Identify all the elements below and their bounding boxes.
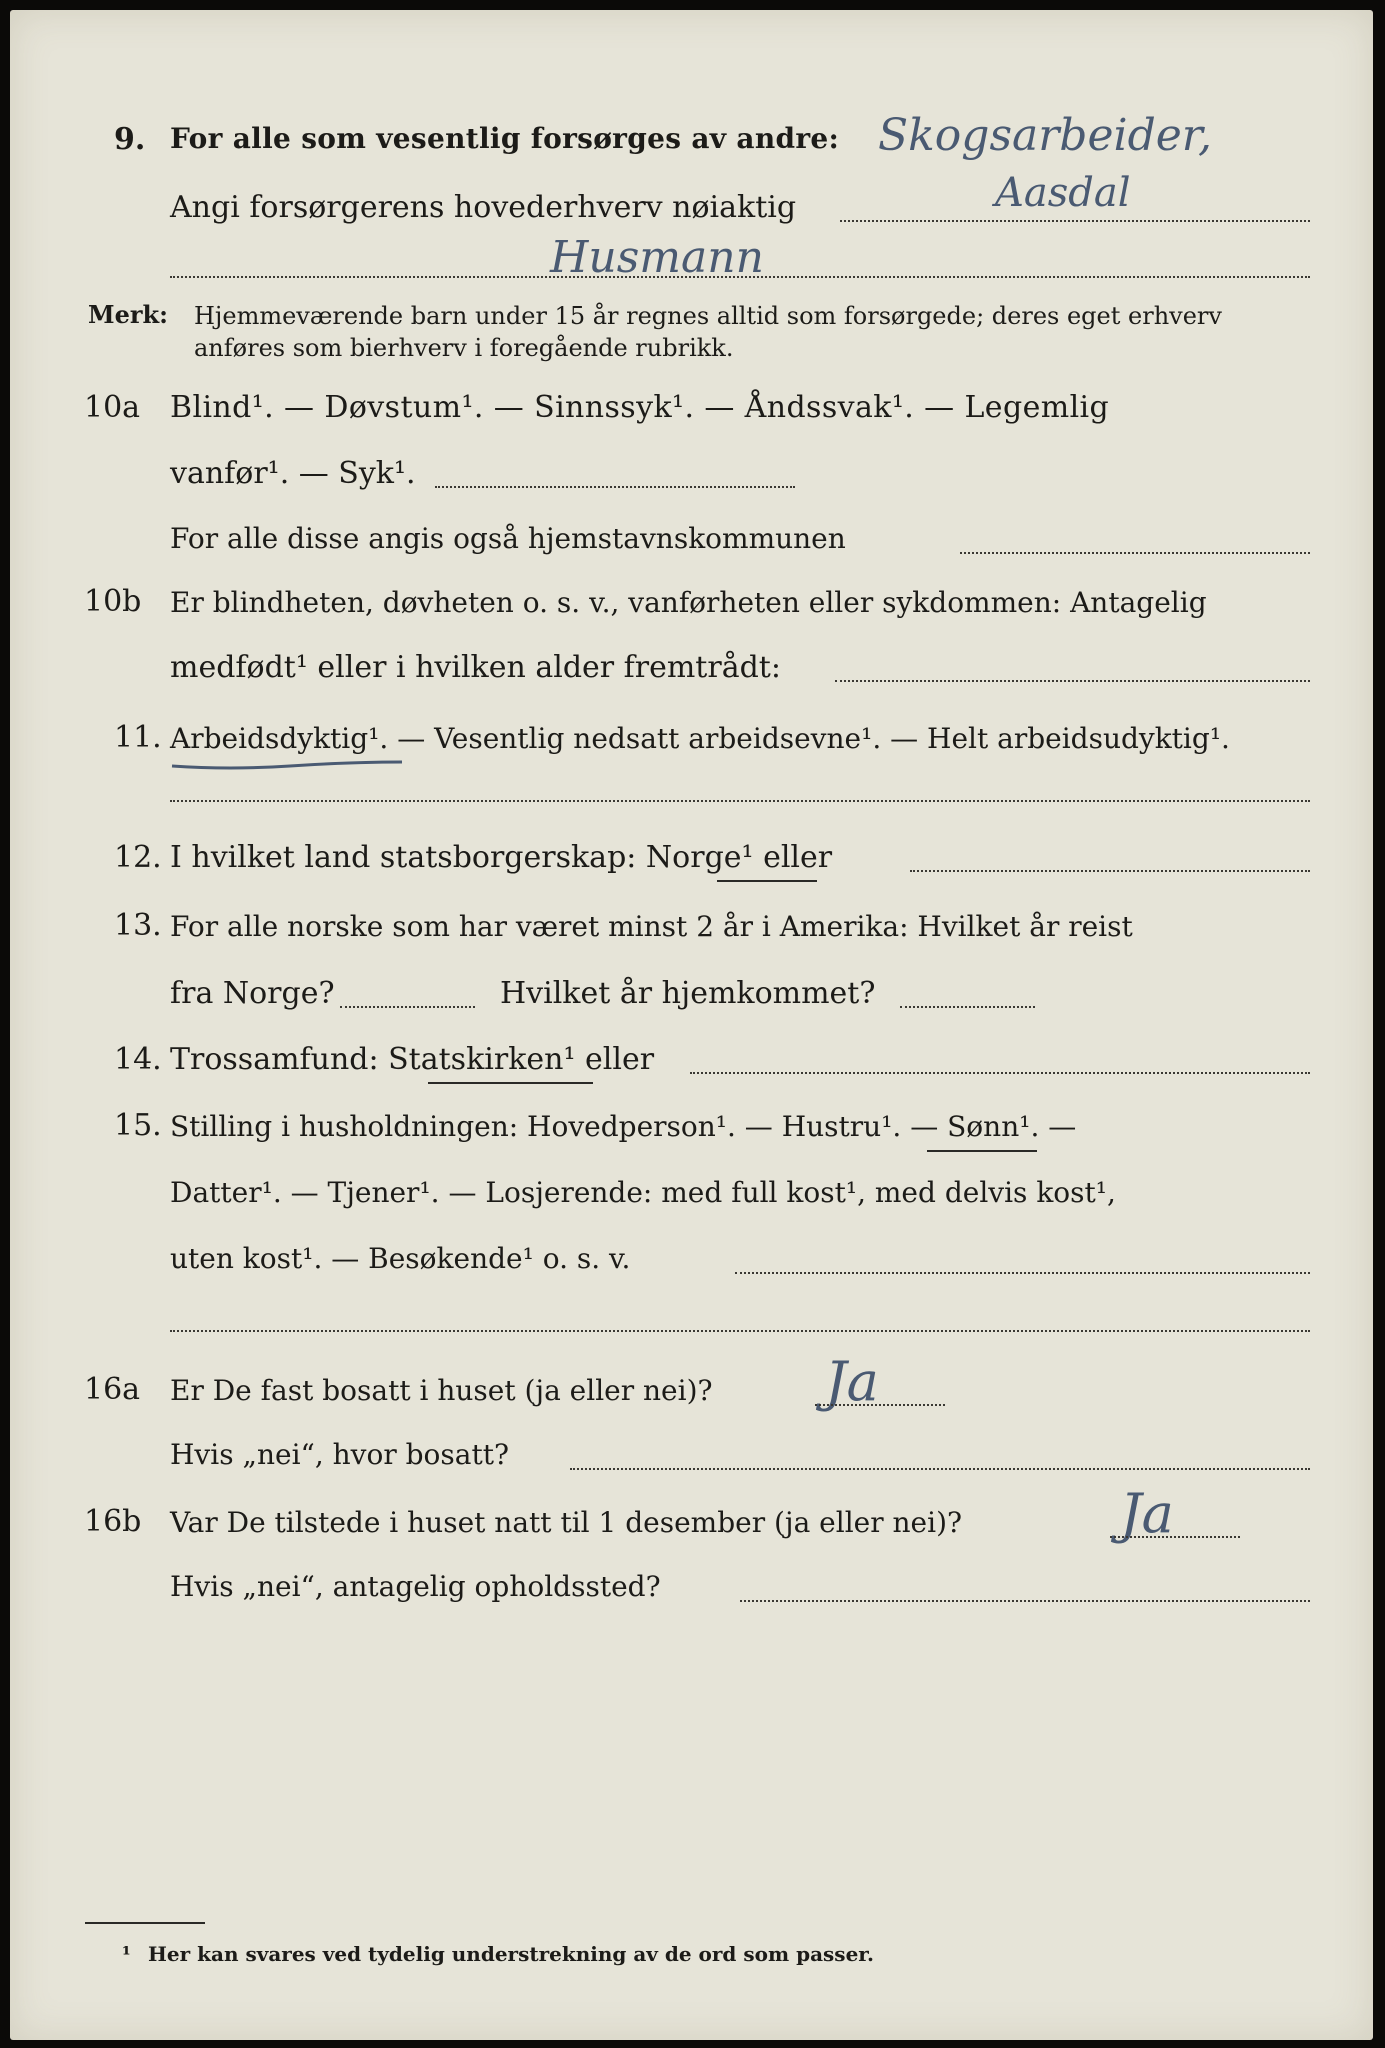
q10b-line1: Er blindheten, døvheten o. s. v., vanførheten eller sykdommen: Antagelig [170,586,1207,619]
footnote-rule [85,1922,205,1924]
q13-line1: For alle norske som har været minst 2 år i Amerika: Hvilket år reist [170,910,1133,943]
q15-line2: Datter¹. — Tjener¹. — Losjerende: med full kost¹, med delvis kost¹, [170,1176,1116,1209]
q10a-number: 10a [84,390,141,425]
q10b-number: 10b [84,584,142,619]
footnote-mark: ¹ [122,1942,131,1966]
census-form-page [10,10,1373,2040]
q10a-syk-line [435,486,795,488]
q9-line2: Angi forsørgerens hovederhverv nøiaktig [170,190,797,225]
q13-line2b: Hvilket år hjemkommet? [500,976,876,1011]
q12-norge-underline [717,880,817,882]
q16a-answer-line [815,1404,945,1406]
q15-hustru-underline [927,1150,1037,1152]
q9-handwritten-occupation: Skogsarbeider, [878,110,1212,161]
merk-label: Merk: [88,300,168,329]
q11-number: 11. [114,720,162,755]
q16b-line2: Hvis „nei“, antagelig opholdssted? [170,1570,661,1603]
q9-number: 9. [114,122,146,157]
q16b-answer-line [1110,1536,1240,1538]
q16a-line2: Hvis „nei“, hvor bosatt? [170,1438,509,1471]
q13-line2a: fra Norge? [170,976,335,1011]
q16b-number: 16b [84,1504,142,1539]
q15-answer-line [735,1272,1310,1274]
q16a-bosatt-line [570,1468,1310,1470]
q14-answer-line [690,1072,1310,1074]
q10b-answer-line [835,680,1310,682]
footnote-text: Her kan svares ved tydelig understrekning av de ord som passer. [148,1942,874,1966]
q12-number: 12. [114,840,162,875]
q13-number: 13. [114,908,162,943]
q10a-hjemstavn-line [960,552,1310,554]
q16b-line1: Var De tilstede i huset natt til 1 desember (ja eller nei)? [170,1506,963,1539]
q11-line1: Arbeidsdyktig¹. — Vesentlig nedsatt arbeidsevne¹. — Helt arbeidsudyktig¹. [170,722,1230,755]
q13-reist-line [340,1006,475,1008]
q10b-line2: medfødt¹ eller i hvilken alder fremtrådt: [170,650,781,685]
q9-answer-line-2 [170,276,1310,278]
q10a-line2: vanfør¹. — Syk¹. [170,456,416,491]
q11-handwritten-underline [170,752,410,776]
q16b-handwritten-answer: Ja [1120,1482,1174,1545]
q15-number: 15. [114,1108,162,1143]
q9-line1: For alle som vesentlig forsørges av andre: [170,122,840,155]
q15-answer-line-2 [170,1330,1310,1332]
q14-line1: Trossamfund: Statskirken¹ eller [170,1042,655,1077]
q9-answer-line [840,220,1310,222]
q10a-line3: For alle disse angis også hjemstavnskommunen [170,522,846,555]
q14-number: 14. [114,1042,162,1077]
q11-answer-line [170,800,1310,802]
q9-handwritten-husmann: Husmann [550,232,764,283]
q16a-number: 16a [84,1372,141,1407]
q15-line1: Stilling i husholdningen: Hovedperson¹. — Hustru¹. — Sønn¹. — [170,1110,1077,1143]
q12-answer-line [910,870,1310,872]
q12-line1: I hvilket land statsborgerskap: Norge¹ eller [170,840,833,875]
q15-line3: uten kost¹. — Besøkende¹ o. s. v. [170,1242,631,1275]
q16a-line1: Er De fast bosatt i huset (ja eller nei)? [170,1374,713,1407]
q10a-line1: Blind¹. — Døvstum¹. — Sinnssyk¹. — Åndssvak¹. — Legemlig [170,390,1110,425]
q16b-opholdssted-line [740,1600,1310,1602]
merk-line1: Hjemmeværende barn under 15 år regnes alltid som forsørgede; deres eget erhverv [194,302,1222,330]
q16a-handwritten-answer: Ja [825,1350,879,1413]
q13-hjemkommet-line [900,1006,1035,1008]
q14-statskirken-underline [428,1082,593,1084]
merk-line2: anføres som bierhverv i foregående rubrikk. [194,334,734,362]
q9-handwritten-place: Aasdal [995,170,1131,216]
